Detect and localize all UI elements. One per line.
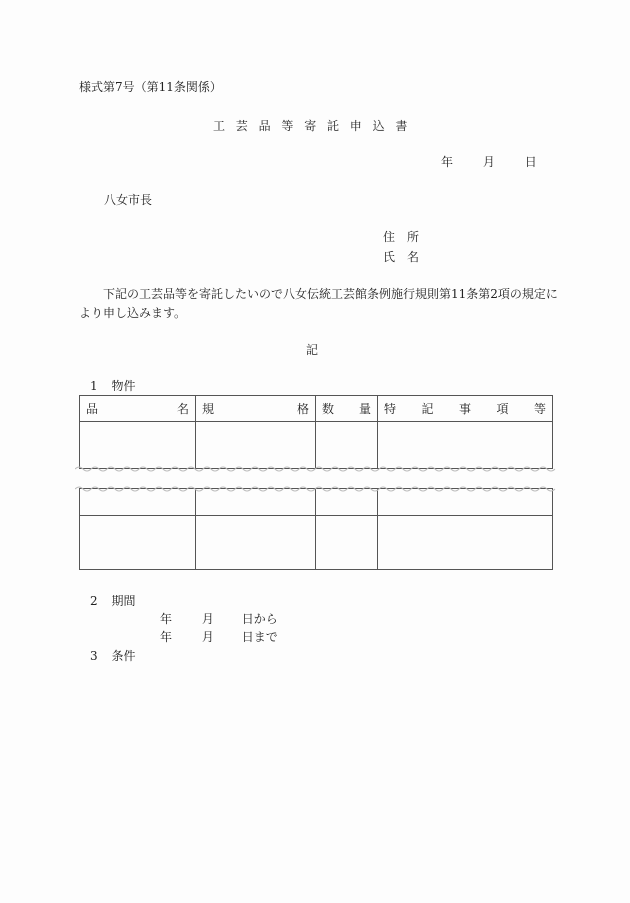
period-from <box>160 613 278 625</box>
section-3-label: 条件 <box>111 649 136 663</box>
table-row <box>80 516 553 570</box>
table-break-wave-top <box>75 465 557 473</box>
header-specification: 規 格 <box>196 396 316 422</box>
period-to-month: 月 <box>201 630 214 644</box>
section-1-number: 1 <box>90 379 98 393</box>
table-cell[interactable] <box>378 516 553 570</box>
section-2-heading <box>90 595 135 607</box>
document-title: 工芸品等寄託申込書 <box>213 119 419 133</box>
body-line-1: 下記の工芸品等を寄託したいので八女伝統工芸館条例施行規則第11条第2項の規定に <box>103 287 558 301</box>
applicant-address-label: 住 所 <box>383 230 420 244</box>
header-quantity: 数 量 <box>316 396 378 422</box>
header-remarks: 特 記 事 項 等 <box>378 396 553 422</box>
addressee: 八女市長 <box>104 193 153 207</box>
table-cell[interactable] <box>80 422 196 469</box>
form-number: 様式第7号（第11条関係） <box>79 80 222 94</box>
period-to <box>160 631 278 643</box>
items-table <box>79 395 553 570</box>
header-item-name: 品 名 <box>80 396 196 422</box>
table-cell[interactable] <box>316 516 378 570</box>
section-1-heading <box>90 380 135 392</box>
applicant-name-label: 氏 名 <box>383 250 420 264</box>
section-3-heading <box>90 650 135 662</box>
period-to-day: 日まで <box>241 630 278 644</box>
table-cell[interactable] <box>196 516 316 570</box>
table-cell[interactable] <box>316 422 378 469</box>
ki-heading: 記 <box>306 343 319 357</box>
table-cell[interactable] <box>378 422 553 469</box>
body-line-2: より申し込みます。 <box>79 306 187 320</box>
section-1-label: 物件 <box>111 379 136 393</box>
period-to-year: 年 <box>160 630 173 644</box>
date-line <box>441 156 537 168</box>
section-2-number: 2 <box>90 594 98 608</box>
section-2-label: 期間 <box>111 594 136 608</box>
table-header-row <box>80 396 553 422</box>
period-from-year: 年 <box>160 612 173 626</box>
table-row <box>80 422 553 469</box>
date-day: 日 <box>524 155 537 169</box>
table-cell[interactable] <box>196 422 316 469</box>
section-3-number: 3 <box>90 649 98 663</box>
period-from-month: 月 <box>201 612 214 626</box>
date-year: 年 <box>441 155 454 169</box>
date-month: 月 <box>482 155 495 169</box>
table-cell[interactable] <box>80 516 196 570</box>
table-break-wave-bottom <box>75 485 557 493</box>
period-from-day: 日から <box>241 612 278 626</box>
